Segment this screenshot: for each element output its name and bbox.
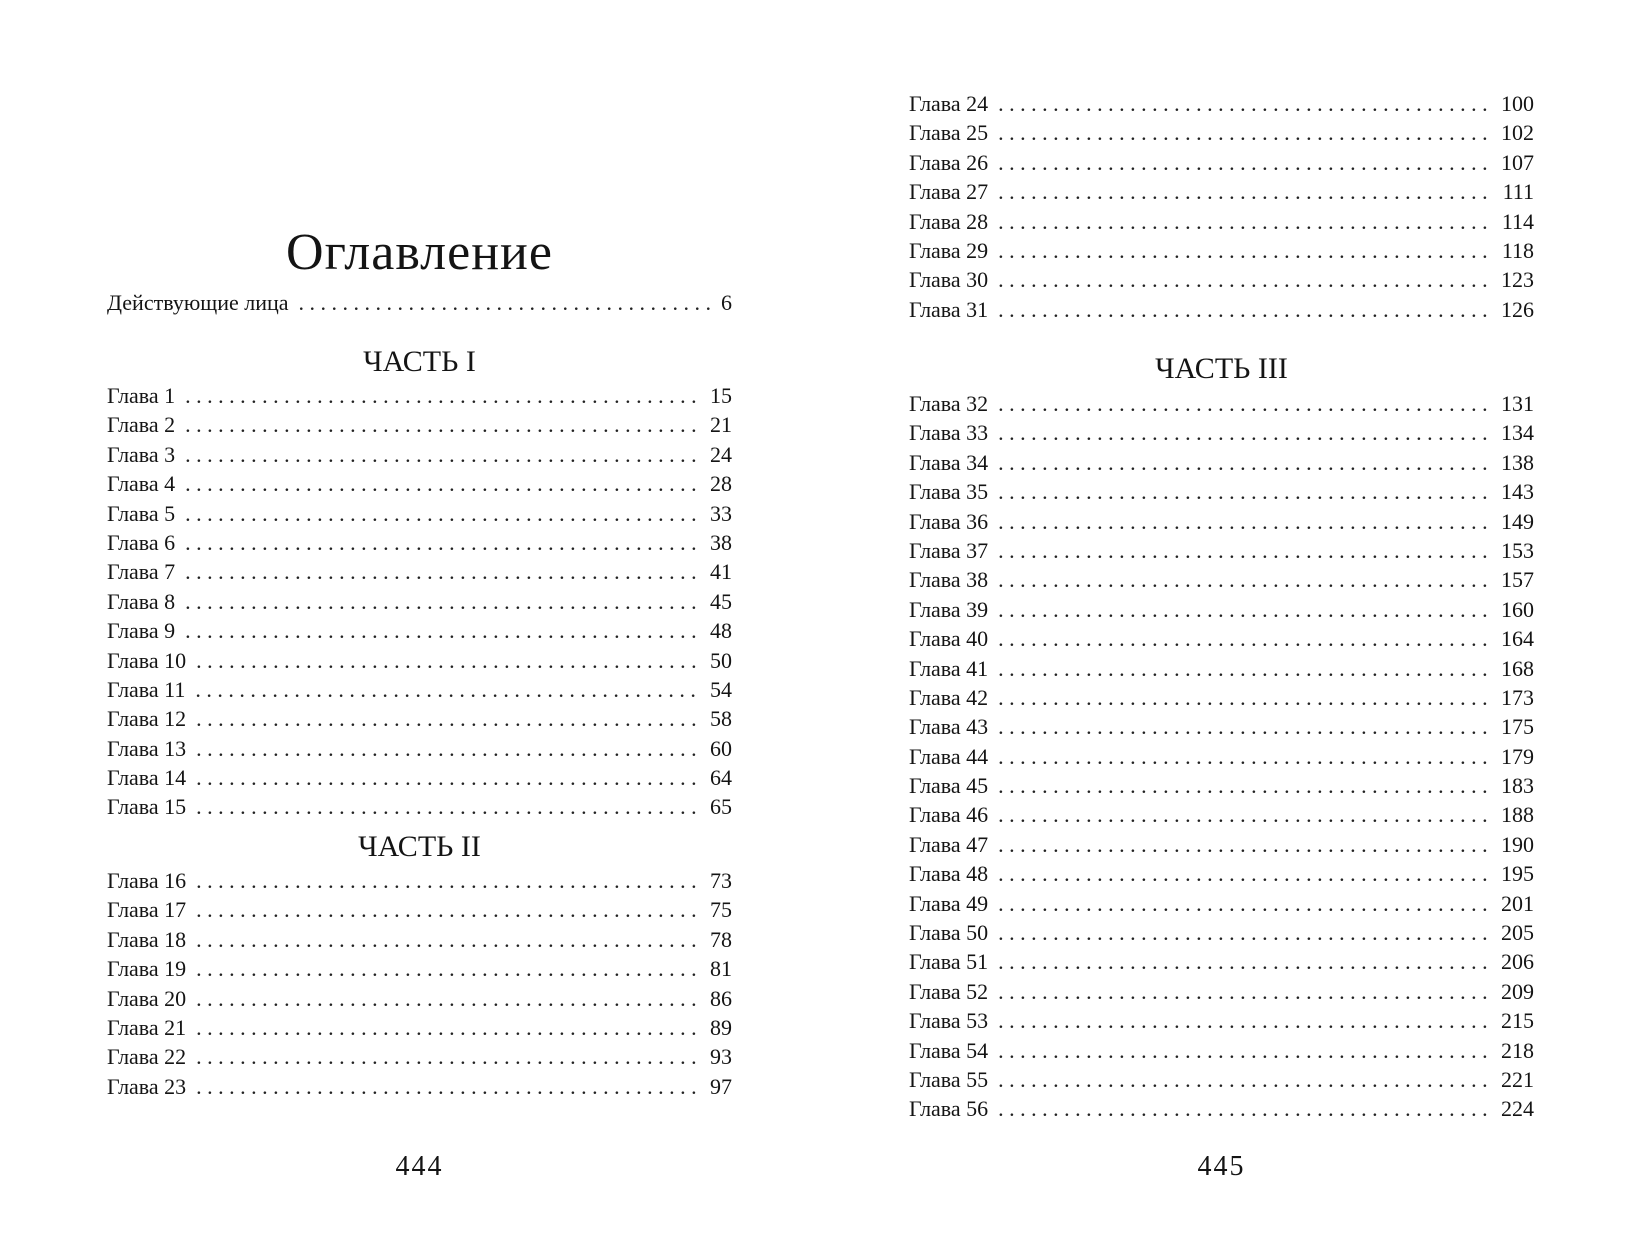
entry-page: 6 [721,290,732,315]
entry-label: Глава 13 [107,735,187,761]
dot-leader [998,624,1491,653]
dot-leader [196,792,700,821]
toc-entry[interactable] [909,507,1534,536]
entry-label: Глава 19 [107,956,187,982]
toc-entry[interactable] [909,236,1534,265]
entry-page: 86 [710,985,732,1011]
dot-leader [196,763,700,792]
entry-label: Глава 18 [107,926,187,952]
dot-leader [998,265,1491,294]
dot-leader [185,557,700,586]
toc-entry[interactable] [909,295,1534,324]
entry-page: 138 [1501,449,1534,475]
toc-entry[interactable] [909,712,1534,741]
dot-leader [185,499,700,528]
entry-page: 21 [710,412,732,438]
toc-entry[interactable] [909,654,1534,683]
entry-page: 175 [1501,714,1534,740]
entry-label: Глава 36 [909,508,989,534]
toc-list-part2 [107,866,732,1101]
toc-entry[interactable] [909,889,1534,918]
entry-label: Глава 44 [909,743,989,769]
entry-label: Глава 54 [909,1037,989,1063]
dot-leader [185,587,700,616]
entry-page: 179 [1501,743,1534,769]
entry-label: Глава 41 [909,655,989,681]
dot-leader [998,859,1491,888]
dot-leader [196,646,700,675]
entry-label: Глава 53 [909,1008,989,1034]
entry-label: Глава 32 [909,391,989,416]
entry-page: 134 [1501,420,1534,446]
toc-entry[interactable] [107,1013,732,1042]
toc-entry[interactable] [909,389,1534,418]
toc-entry[interactable] [909,595,1534,624]
dot-leader [998,977,1491,1006]
toc-list-part3 [909,389,1534,1124]
entry-label: Глава 55 [909,1066,989,1092]
dot-leader [998,207,1492,236]
entry-label: Глава 25 [909,120,989,146]
entry-page: 160 [1501,596,1534,622]
entry-label: Глава 5 [107,500,176,526]
dot-leader [998,507,1491,536]
entry-page: 131 [1501,391,1534,416]
entry-page: 190 [1501,831,1534,857]
toc-entry[interactable] [107,469,732,498]
entry-label: Глава 48 [909,861,989,887]
dot-leader [196,1013,700,1042]
entry-label: Глава 14 [107,765,187,791]
dot-leader [196,895,700,924]
entry-page: 123 [1501,267,1534,293]
entry-label: Глава 49 [909,890,989,916]
entry-label: Глава 8 [107,588,176,614]
dot-leader [196,984,700,1013]
entry-page: 114 [1501,208,1534,234]
entry-label: Глава 31 [909,296,989,322]
dot-leader [998,148,1491,177]
entry-label: Глава 3 [107,441,176,467]
entry-label: Глава 16 [107,868,187,893]
dot-leader [998,1036,1491,1065]
entry-label: Глава 9 [107,618,176,644]
entry-page: 164 [1501,626,1534,652]
toc-entry[interactable] [107,866,732,895]
dot-leader [196,734,700,763]
entry-label: Глава 7 [107,559,176,585]
entry-page: 33 [710,500,732,526]
entry-page: 153 [1501,537,1534,563]
entry-page: 97 [710,1073,732,1099]
toc-entry[interactable] [107,895,732,924]
toc-entry[interactable] [107,954,732,983]
toc-entry[interactable] [909,536,1534,565]
dot-leader [998,947,1491,976]
entry-label: Глава 15 [107,794,187,820]
toc-entry[interactable] [107,381,732,410]
entry-page: 143 [1501,479,1534,505]
page-number: 444 [395,1151,444,1182]
entry-page: 107 [1501,149,1534,175]
entry-page: 118 [1501,237,1534,263]
entry-label: Глава 11 [107,676,186,702]
dot-leader [998,654,1491,683]
dot-leader [998,595,1491,624]
left-page [107,0,732,1252]
toc-entry[interactable] [909,207,1534,236]
dot-leader [998,712,1491,741]
toc-entry[interactable] [909,89,1534,118]
entry-page: 201 [1501,890,1534,916]
front-matter-list [107,288,732,317]
entry-page: 64 [710,765,732,791]
toc-entry[interactable] [909,859,1534,888]
dot-leader [196,954,700,983]
entry-label: Глава 4 [107,471,176,497]
entry-page: 28 [710,471,732,497]
entry-label: Глава 10 [107,647,187,673]
toc-entry[interactable] [909,742,1534,771]
toc-entry[interactable] [909,1065,1534,1094]
dot-leader [998,889,1491,918]
dot-leader [185,410,700,439]
toc-entry[interactable] [107,763,732,792]
entry-label: Глава 52 [909,978,989,1004]
entry-page: 126 [1501,296,1534,322]
right-page [909,0,1534,1252]
entry-page: 73 [710,868,732,893]
entry-label: Глава 29 [909,237,989,263]
dot-leader [998,683,1491,712]
toc-entry[interactable] [107,925,732,954]
toc-entry[interactable] [909,1094,1534,1123]
dot-leader [998,800,1491,829]
entry-page: 24 [710,441,732,467]
entry-label: Глава 23 [107,1073,187,1099]
entry-label: Глава 46 [909,802,989,828]
dot-leader [998,565,1491,594]
entry-label: Глава 34 [909,449,989,475]
entry-label: Глава 40 [909,626,989,652]
entry-page: 41 [710,559,732,585]
dot-leader [998,1006,1491,1035]
dot-leader [185,440,700,469]
page-number: 445 [1197,1151,1246,1182]
entry-label: Глава 20 [107,985,187,1011]
entry-page: 157 [1501,567,1534,593]
toc-entry[interactable] [107,1042,732,1071]
dot-leader [185,469,700,498]
entry-page: 78 [710,926,732,952]
dot-leader [998,448,1491,477]
entry-page: 215 [1501,1008,1534,1034]
page-title: Оглавление [286,223,553,281]
dot-leader [196,866,700,895]
dot-leader [998,918,1491,947]
toc-entry-front[interactable] [107,288,732,317]
entry-page: 60 [710,735,732,761]
toc-entry[interactable] [909,830,1534,859]
entry-label: Глава 35 [909,479,989,505]
entry-label: Глава 22 [107,1044,187,1070]
toc-entry[interactable] [909,683,1534,712]
toc-entry[interactable] [107,528,732,557]
entry-page: 102 [1501,120,1534,146]
entry-label: Глава 24 [909,91,989,116]
entry-page: 81 [710,956,732,982]
toc-entry[interactable] [107,499,732,528]
dot-leader [998,1094,1491,1123]
toc-entry[interactable] [107,616,732,645]
entry-label: Глава 51 [909,949,989,975]
entry-page: 45 [710,588,732,614]
entry-page: 75 [710,897,732,923]
dot-leader [299,288,711,317]
entry-page: 206 [1501,949,1534,975]
toc-entry[interactable] [909,477,1534,506]
toc-entry[interactable] [107,646,732,675]
toc-entry[interactable] [107,410,732,439]
toc-entry[interactable] [909,265,1534,294]
entry-label: Глава 38 [909,567,989,593]
toc-entry[interactable] [107,675,732,704]
entry-label: Глава 27 [909,179,989,205]
toc-entry[interactable] [909,800,1534,829]
entry-page: 93 [710,1044,732,1070]
entry-page: 89 [710,1014,732,1040]
dot-leader [998,477,1491,506]
entry-label: Глава 42 [909,684,989,710]
toc-entry[interactable] [909,1006,1534,1035]
entry-label: Глава 45 [909,773,989,799]
toc-entry[interactable] [107,704,732,733]
entry-page: 173 [1501,684,1534,710]
part-heading-1: ЧАСТЬ I [363,345,476,378]
entry-label: Глава 43 [909,714,989,740]
entry-label: Глава 39 [909,596,989,622]
entry-page: 218 [1501,1037,1534,1063]
toc-entry[interactable] [909,418,1534,447]
dot-leader [196,1042,700,1071]
dot-leader [998,118,1491,147]
entry-page: 168 [1501,655,1534,681]
dot-leader [196,925,700,954]
entry-page: 48 [710,618,732,644]
entry-label: Глава 17 [107,897,187,923]
toc-entry[interactable] [909,118,1534,147]
entry-page: 188 [1501,802,1534,828]
entry-label: Глава 12 [107,706,187,732]
toc-entry[interactable] [107,984,732,1013]
entry-page: 50 [710,647,732,673]
entry-label: Действующие лица [107,290,289,315]
dot-leader [998,742,1491,771]
entry-page: 209 [1501,978,1534,1004]
dot-leader [185,528,700,557]
toc-list-part2-continued [909,89,1534,324]
entry-label: Глава 30 [909,267,989,293]
dot-leader [998,536,1491,565]
dot-leader [185,616,700,645]
part-heading-2: ЧАСТЬ II [358,830,481,863]
entry-page: 195 [1501,861,1534,887]
entry-label: Глава 56 [909,1096,989,1122]
toc-entry[interactable] [909,918,1534,947]
toc-entry[interactable] [909,177,1534,206]
entry-page: 205 [1501,920,1534,946]
dot-leader [998,830,1491,859]
dot-leader [195,675,700,704]
entry-label: Глава 6 [107,529,176,555]
entry-page: 111 [1502,179,1534,205]
entry-page: 54 [710,676,732,702]
dot-leader [185,381,700,410]
toc-entry[interactable] [107,734,732,763]
entry-page: 100 [1501,91,1534,116]
dot-leader [998,295,1491,324]
entry-page: 38 [710,529,732,555]
toc-entry[interactable] [107,792,732,821]
entry-label: Глава 2 [107,412,176,438]
toc-entry[interactable] [107,557,732,586]
entry-page: 224 [1501,1096,1534,1122]
entry-label: Глава 47 [909,831,989,857]
entry-label: Глава 50 [909,920,989,946]
toc-entry[interactable] [909,947,1534,976]
part-heading-3: ЧАСТЬ III [1155,352,1288,385]
toc-entry[interactable] [909,624,1534,653]
toc-list-part1 [107,381,732,822]
dot-leader [196,1072,700,1101]
dot-leader [998,1065,1491,1094]
entry-label: Глава 28 [909,208,989,234]
dot-leader [998,389,1491,418]
toc-entry[interactable] [107,1072,732,1101]
dot-leader [998,418,1491,447]
dot-leader [998,89,1491,118]
entry-label: Глава 37 [909,537,989,563]
entry-page: 183 [1501,773,1534,799]
toc-entry[interactable] [909,148,1534,177]
toc-entry[interactable] [107,440,732,469]
toc-entry[interactable] [909,977,1534,1006]
entry-label: Глава 26 [909,149,989,175]
entry-page: 15 [710,383,732,408]
entry-label: Глава 21 [107,1014,187,1040]
entry-label: Глава 33 [909,420,989,446]
toc-entry[interactable] [909,448,1534,477]
toc-entry[interactable] [909,565,1534,594]
dot-leader [196,704,700,733]
toc-entry[interactable] [909,1036,1534,1065]
entry-page: 65 [710,794,732,820]
entry-label: Глава 1 [107,383,176,408]
dot-leader [998,236,1492,265]
entry-page: 221 [1501,1066,1534,1092]
entry-page: 58 [710,706,732,732]
toc-entry[interactable] [107,587,732,616]
dot-leader [998,177,1492,206]
dot-leader [998,771,1491,800]
entry-page: 149 [1501,508,1534,534]
toc-entry[interactable] [909,771,1534,800]
